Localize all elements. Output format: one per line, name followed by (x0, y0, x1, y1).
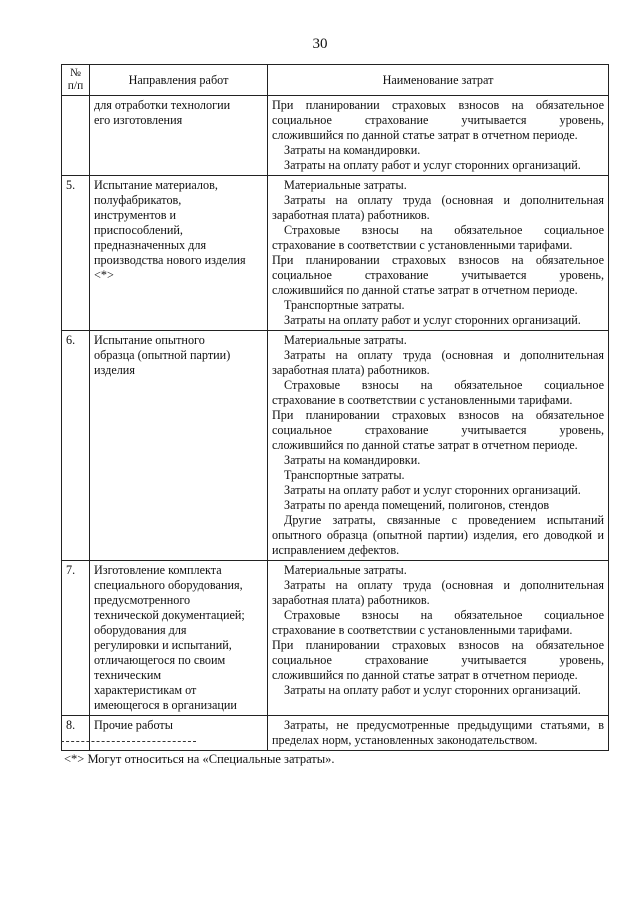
cost-line: социальное страхование учитывается уровень, (272, 113, 604, 127)
cost-line: Материальные затраты. (284, 563, 407, 577)
direction-line: регулировки и испытаний, (94, 638, 232, 652)
cost-line: исправлением дефектов. (272, 543, 400, 557)
footnote-separator (61, 741, 196, 742)
work-direction-cell (90, 96, 268, 176)
cost-line: страхование в соответствии с установленными тарифами. (272, 623, 573, 637)
cost-line: Затраты по аренда помещений, полигонов, стендов (284, 498, 550, 512)
direction-line: <*> (94, 268, 114, 282)
row-number: 8. (62, 716, 90, 751)
cost-line: страхование в соответствии с установленными тарифами. (272, 238, 573, 252)
cost-line: Затраты на командировки. (284, 453, 421, 467)
work-direction-cell (90, 716, 268, 751)
cost-line: Затраты на оплату труда (основная и дополнительная (284, 348, 604, 362)
cost-line: При планировании страховых взносов на обязательное (272, 638, 604, 652)
direction-line: для отработки технологии (94, 98, 231, 112)
cost-line: заработная плата) работников. (272, 593, 430, 607)
cost-line: Затраты на оплату труда (основная и дополнительная (284, 578, 604, 592)
direction-line: Испытание опытного (94, 333, 205, 347)
direction-line: Испытание материалов, (94, 178, 218, 192)
cost-line: Транспортные затраты. (284, 298, 405, 312)
work-direction-cell (90, 561, 268, 716)
cost-line: При планировании страховых взносов на обязательное (272, 98, 604, 112)
table-row (62, 561, 609, 716)
work-direction-cell (90, 331, 268, 561)
header-num-abbrev: п/п (67, 80, 84, 92)
cost-line: Страховые взносы на обязательное социальное (284, 223, 604, 237)
direction-line: имеющегося в организации (94, 698, 237, 712)
cost-names-cell (268, 96, 609, 176)
table-row (62, 716, 609, 751)
cost-line: Другие затраты, связанные с проведением испытаний (284, 513, 604, 527)
direction-line: производства нового изделия (94, 253, 246, 267)
cost-names-cell (268, 716, 609, 751)
cost-line: Материальные затраты. (284, 333, 407, 347)
cost-line: сложившийся по данной статье затрат в отчетном периоде. (272, 438, 578, 452)
cost-line: Затраты на оплату работ и услуг сторонних организаций. (284, 158, 581, 172)
row-number: 6. (62, 331, 90, 561)
table-row (62, 176, 609, 331)
direction-line: технической документацией; (94, 608, 245, 622)
header-num (62, 65, 90, 96)
cost-line: опытного образца (опытной партии) изделия, его доводкой и (272, 528, 604, 542)
direction-line: образца (опытной партии) (94, 348, 231, 362)
direction-line: предназначенных для (94, 238, 207, 252)
cost-line: сложившийся по данной статье затрат в отчетном периоде. (272, 668, 578, 682)
cost-line: При планировании страховых взносов на обязательное (272, 408, 604, 422)
table-body (62, 96, 609, 751)
cost-line: При планировании страховых взносов на обязательное (272, 253, 604, 267)
cost-line: Затраты на оплату работ и услуг сторонних организаций. (284, 683, 581, 697)
direction-line: полуфабрикатов, (94, 193, 182, 207)
direction-line: Прочие работы (94, 718, 173, 732)
cost-line: Страховые взносы на обязательное социальное (284, 378, 604, 392)
direction-line: Изготовление комплекта (94, 563, 222, 577)
direction-line: отличающегося по своим (94, 653, 226, 667)
direction-line: специального оборудования, (94, 578, 243, 592)
cost-line: заработная плата) работников. (272, 363, 430, 377)
cost-line: Материальные затраты. (284, 178, 407, 192)
cost-line: Затраты на оплату работ и услуг сторонних организаций. (284, 313, 581, 327)
table-row (62, 96, 609, 176)
header-cost: Наименование затрат (268, 65, 609, 96)
direction-line: оборудования для (94, 623, 187, 637)
footnote: <*> Могут относиться на «Специальные затраты». (64, 752, 335, 766)
cost-line: Транспортные затраты. (284, 468, 405, 482)
cost-names-cell (268, 331, 609, 561)
direction-line: предусмотренного (94, 593, 191, 607)
cost-line: Затраты на оплату работ и услуг сторонних организаций. (284, 483, 581, 497)
row-number (62, 96, 90, 176)
table-header-row (62, 65, 609, 96)
row-number: 7. (62, 561, 90, 716)
cost-line: страхование в соответствии с установленными тарифами. (272, 393, 573, 407)
costs-table (61, 64, 609, 751)
page-number: 30 (312, 36, 328, 52)
cost-line: социальное страхование учитывается уровень, (272, 268, 604, 282)
row-number: 5. (62, 176, 90, 331)
work-direction-cell (90, 176, 268, 331)
cost-line: Затраты, не предусмотренные предыдущими статьями, в (284, 718, 604, 732)
header-direction: Направления работ (90, 65, 268, 96)
direction-line: изделия (94, 363, 135, 377)
cost-line: Затраты на оплату труда (основная и дополнительная (284, 193, 604, 207)
cost-names-cell (268, 176, 609, 331)
cost-line: Затраты на командировки. (284, 143, 421, 157)
direction-line: его изготовления (94, 113, 183, 127)
cost-line: заработная плата) работников. (272, 208, 430, 222)
direction-line: приспособлений, (94, 223, 183, 237)
direction-line: характеристикам от (94, 683, 197, 697)
cost-names-cell (268, 561, 609, 716)
cost-line: социальное страхование учитывается уровень, (272, 423, 604, 437)
header-num-symbol: № (70, 67, 81, 79)
cost-line: сложившийся по данной статье затрат в отчетном периоде. (272, 128, 578, 142)
cost-line: пределах норм, установленных законодательством. (272, 733, 538, 747)
cost-line: Страховые взносы на обязательное социальное (284, 608, 604, 622)
cost-line: сложившийся по данной статье затрат в отчетном периоде. (272, 283, 578, 297)
direction-line: инструментов и (94, 208, 177, 222)
cost-line: социальное страхование учитывается уровень, (272, 653, 604, 667)
table-row (62, 331, 609, 561)
direction-line: техническим (94, 668, 162, 682)
